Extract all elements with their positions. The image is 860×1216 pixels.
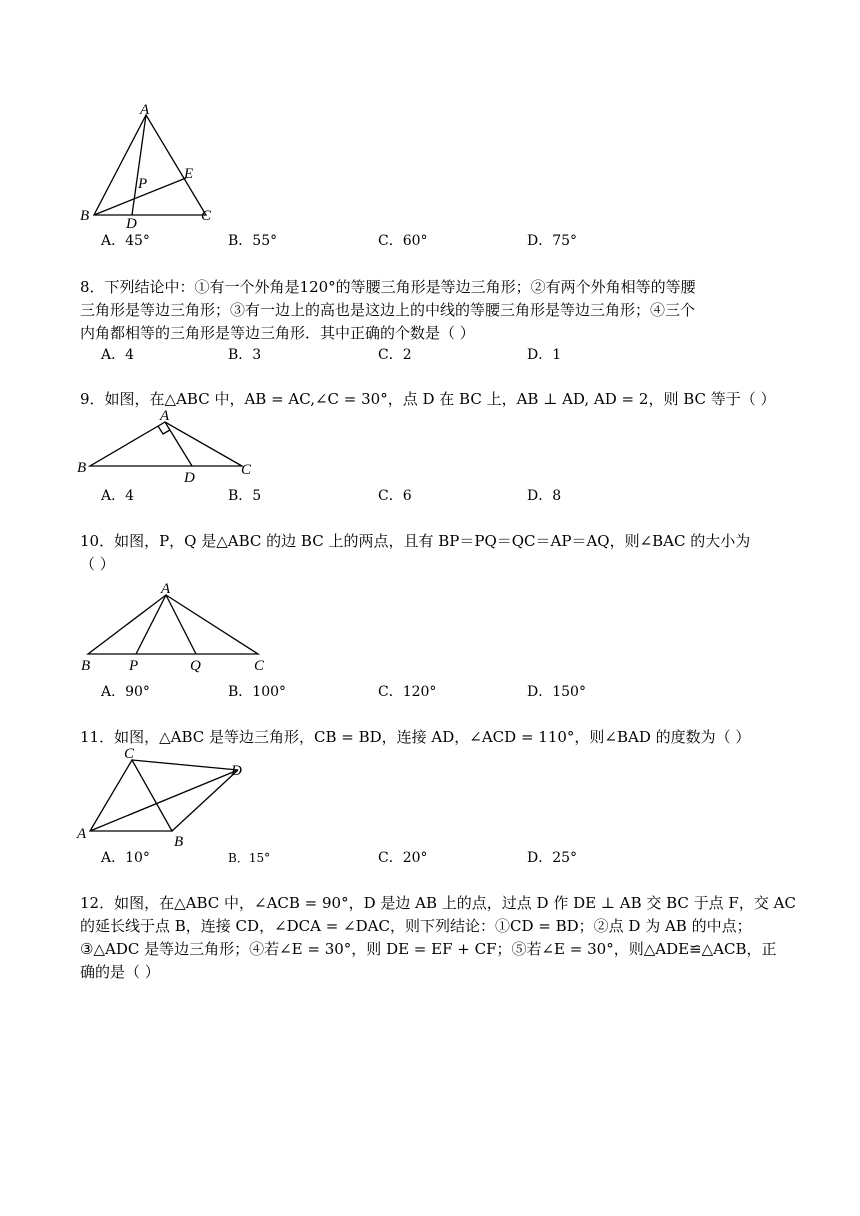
q11-option-d: D．25° — [527, 850, 578, 866]
q11-option-c: C．20° — [378, 850, 428, 866]
q8-line-2: 三角形是等边三角形；③有一边上的高也是这边上的中线的等腰三角形是等边三角形；④三个 — [80, 301, 696, 319]
q7-label-c: C — [201, 208, 212, 224]
q11-label-b: B — [174, 834, 184, 850]
q10-option-d: D．150° — [527, 684, 586, 700]
q10-label-c: C — [254, 658, 265, 674]
q9-option-c: C．6 — [378, 488, 412, 504]
q10-option-b: B．100° — [228, 684, 287, 700]
q10-label-a: A — [161, 581, 171, 597]
q12-line-1: 12．如图，在△ABC 中，∠ACB = 90°，D 是边 AB 上的点，过点 D 作 DE ⊥ AB 交 BC 于点 F，交 AC — [80, 894, 796, 912]
q7-figure — [76, 100, 226, 230]
q8-option-d: D．1 — [527, 347, 562, 363]
q9-option-a: A．4 — [101, 488, 135, 504]
q10-figure — [76, 578, 276, 676]
q11-option-b: B．15° — [228, 851, 271, 865]
q12-line-2: 的延长线于点 B，连接 CD，∠DCA = ∠DAC，则下列结论：①CD = BD；②点 D 为 AB 的中点； — [80, 917, 752, 935]
q9-label-d: D — [184, 470, 195, 486]
q7-label-e: E — [184, 166, 194, 182]
q9-figure — [76, 404, 266, 486]
q7-option-d: D．75° — [527, 233, 578, 249]
q9-label-c: C — [241, 462, 252, 478]
q7-option-b: B．55° — [228, 233, 278, 249]
q11-label-c: C — [124, 746, 135, 762]
q9-option-b: B．5 — [228, 488, 262, 504]
q11-segment-cd — [132, 760, 238, 770]
q8-line-1: 8．下列结论中：①有一个外角是120°的等腰三角形是等边三角形；②有两个外角相等的等腰 — [80, 278, 696, 296]
q11-option-a: A．10° — [101, 850, 150, 866]
q7-option-a: A．45° — [101, 233, 150, 249]
q9-line-1: 9．如图，在△ABC 中，AB = AC,∠C = 30°，点 D 在 BC 上，AB ⊥ AD, AD = 2，则 BC 等于（ ） — [80, 390, 776, 408]
q12-line-3: ③△ADC 是等边三角形；④若∠E = 30°，则 DE = EF + CF；⑤若∠E = 30°，则△ADE≌△ACB，正 — [80, 940, 777, 958]
q8-line-3: 内角都相等的三角形是等边三角形．其中正确的个数是（ ） — [80, 324, 475, 342]
q11-triangle-abc — [90, 760, 172, 831]
q9-segment-ad — [165, 422, 192, 466]
q10-option-a: A．90° — [101, 684, 150, 700]
q8-option-a: A．4 — [101, 347, 135, 363]
q12-line-4: 确的是（ ） — [80, 963, 160, 981]
q10-label-p: P — [129, 658, 139, 674]
q11-segment-bd — [172, 770, 238, 831]
q10-label-b: B — [81, 658, 91, 674]
q10-line-2: （ ） — [80, 555, 115, 573]
q9-label-a: A — [160, 408, 170, 424]
q10-segment-ap — [136, 595, 166, 654]
q7-label-a: A — [140, 102, 150, 118]
q11-line-1: 11．如图，△ABC 是等边三角形，CB = BD，连接 AD，∠ACD = 110°，则∠BAD 的度数为（ ） — [80, 728, 751, 746]
q10-label-q: Q — [190, 658, 201, 674]
q9-triangle — [90, 422, 242, 466]
q10-line-1: 10．如图，P，Q 是△ABC 的边 BC 上的两点，且有 BP＝PQ＝QC＝AP＝AQ，则∠BAC 的大小为 — [80, 532, 751, 550]
q11-label-d: D — [231, 763, 242, 779]
q11-label-a: A — [77, 826, 87, 842]
q9-label-b: B — [77, 460, 87, 476]
q11-figure — [74, 742, 254, 850]
q8-option-b: B．3 — [228, 347, 262, 363]
q7-option-c: C．60° — [378, 233, 428, 249]
q8-option-c: C．2 — [378, 347, 412, 363]
q7-triangle — [94, 115, 206, 215]
q7-segment-ad — [132, 115, 146, 215]
q7-label-b: B — [80, 208, 90, 224]
q9-option-d: D．8 — [527, 488, 562, 504]
q7-label-p: P — [138, 176, 148, 192]
q10-triangle — [88, 595, 258, 654]
q10-option-c: C．120° — [378, 684, 437, 700]
q11-segment-ad — [90, 770, 238, 831]
q7-label-d: D — [126, 216, 137, 230]
